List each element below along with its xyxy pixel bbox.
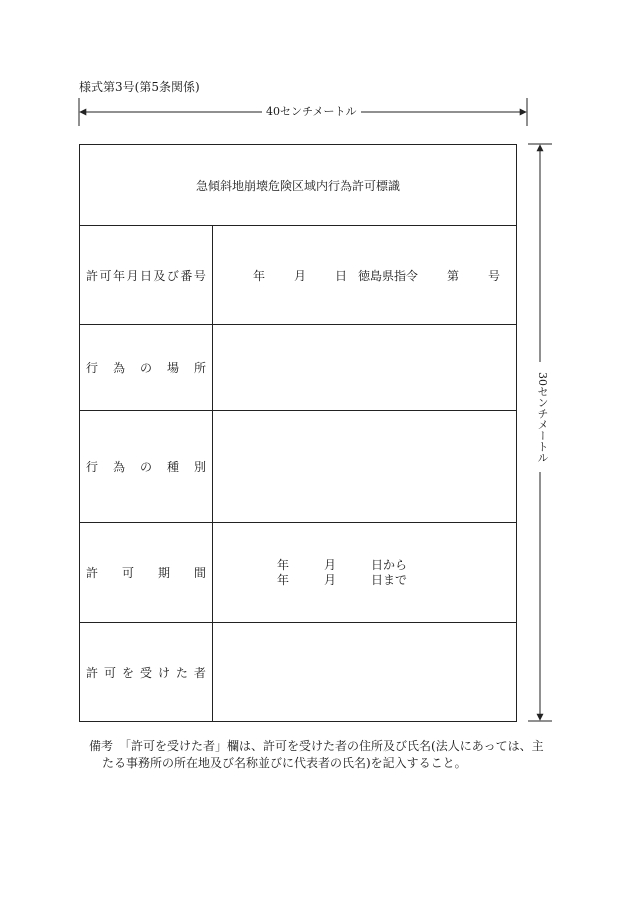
remarks-heading: 備考 xyxy=(89,739,114,753)
width-dimension-label: 40センチメートル xyxy=(262,106,361,118)
permit-number-label: 許 可 年 月 日 及 び 番 号 xyxy=(80,226,213,325)
height-dimension-label: 30センチメートル xyxy=(532,362,548,472)
location-value xyxy=(213,325,517,411)
type-value xyxy=(213,411,517,523)
location-row xyxy=(80,325,517,411)
type-row xyxy=(80,411,517,523)
permit-sign-table xyxy=(79,144,517,722)
type-label: 行 為 の 種 別 xyxy=(80,411,213,523)
location-label: 行 為 の 場 所 xyxy=(80,325,213,411)
period-row xyxy=(80,523,517,623)
remarks xyxy=(89,738,549,772)
period-to: 年 月 日まで xyxy=(277,572,407,587)
form-number-label: 様式第3号(第5条関係) xyxy=(79,80,200,94)
permit-number-row xyxy=(80,226,517,325)
period-from: 年 月 日から xyxy=(277,557,407,572)
remarks-line-2: たる事務所の所在地及び名称並びに代表者の氏名)を記入すること。 xyxy=(102,756,467,770)
permittee-value xyxy=(213,623,517,722)
sign-title: 急傾斜地崩壊危険区域内行為許可標識 xyxy=(80,145,517,226)
title-row xyxy=(80,145,517,226)
period-value xyxy=(213,523,517,623)
remarks-line-1: 備考 「許可を受けた者」欄は、許可を受けた者の住所及び氏名(法人にあっては、主 xyxy=(89,739,544,753)
period-label: 許 可 期 間 xyxy=(80,523,213,623)
permittee-row xyxy=(80,623,517,722)
permittee-label: 許 可 を 受 け た 者 xyxy=(80,623,213,722)
permit-number-value: 年 月 日 徳島県指令 第 号 xyxy=(213,226,517,325)
